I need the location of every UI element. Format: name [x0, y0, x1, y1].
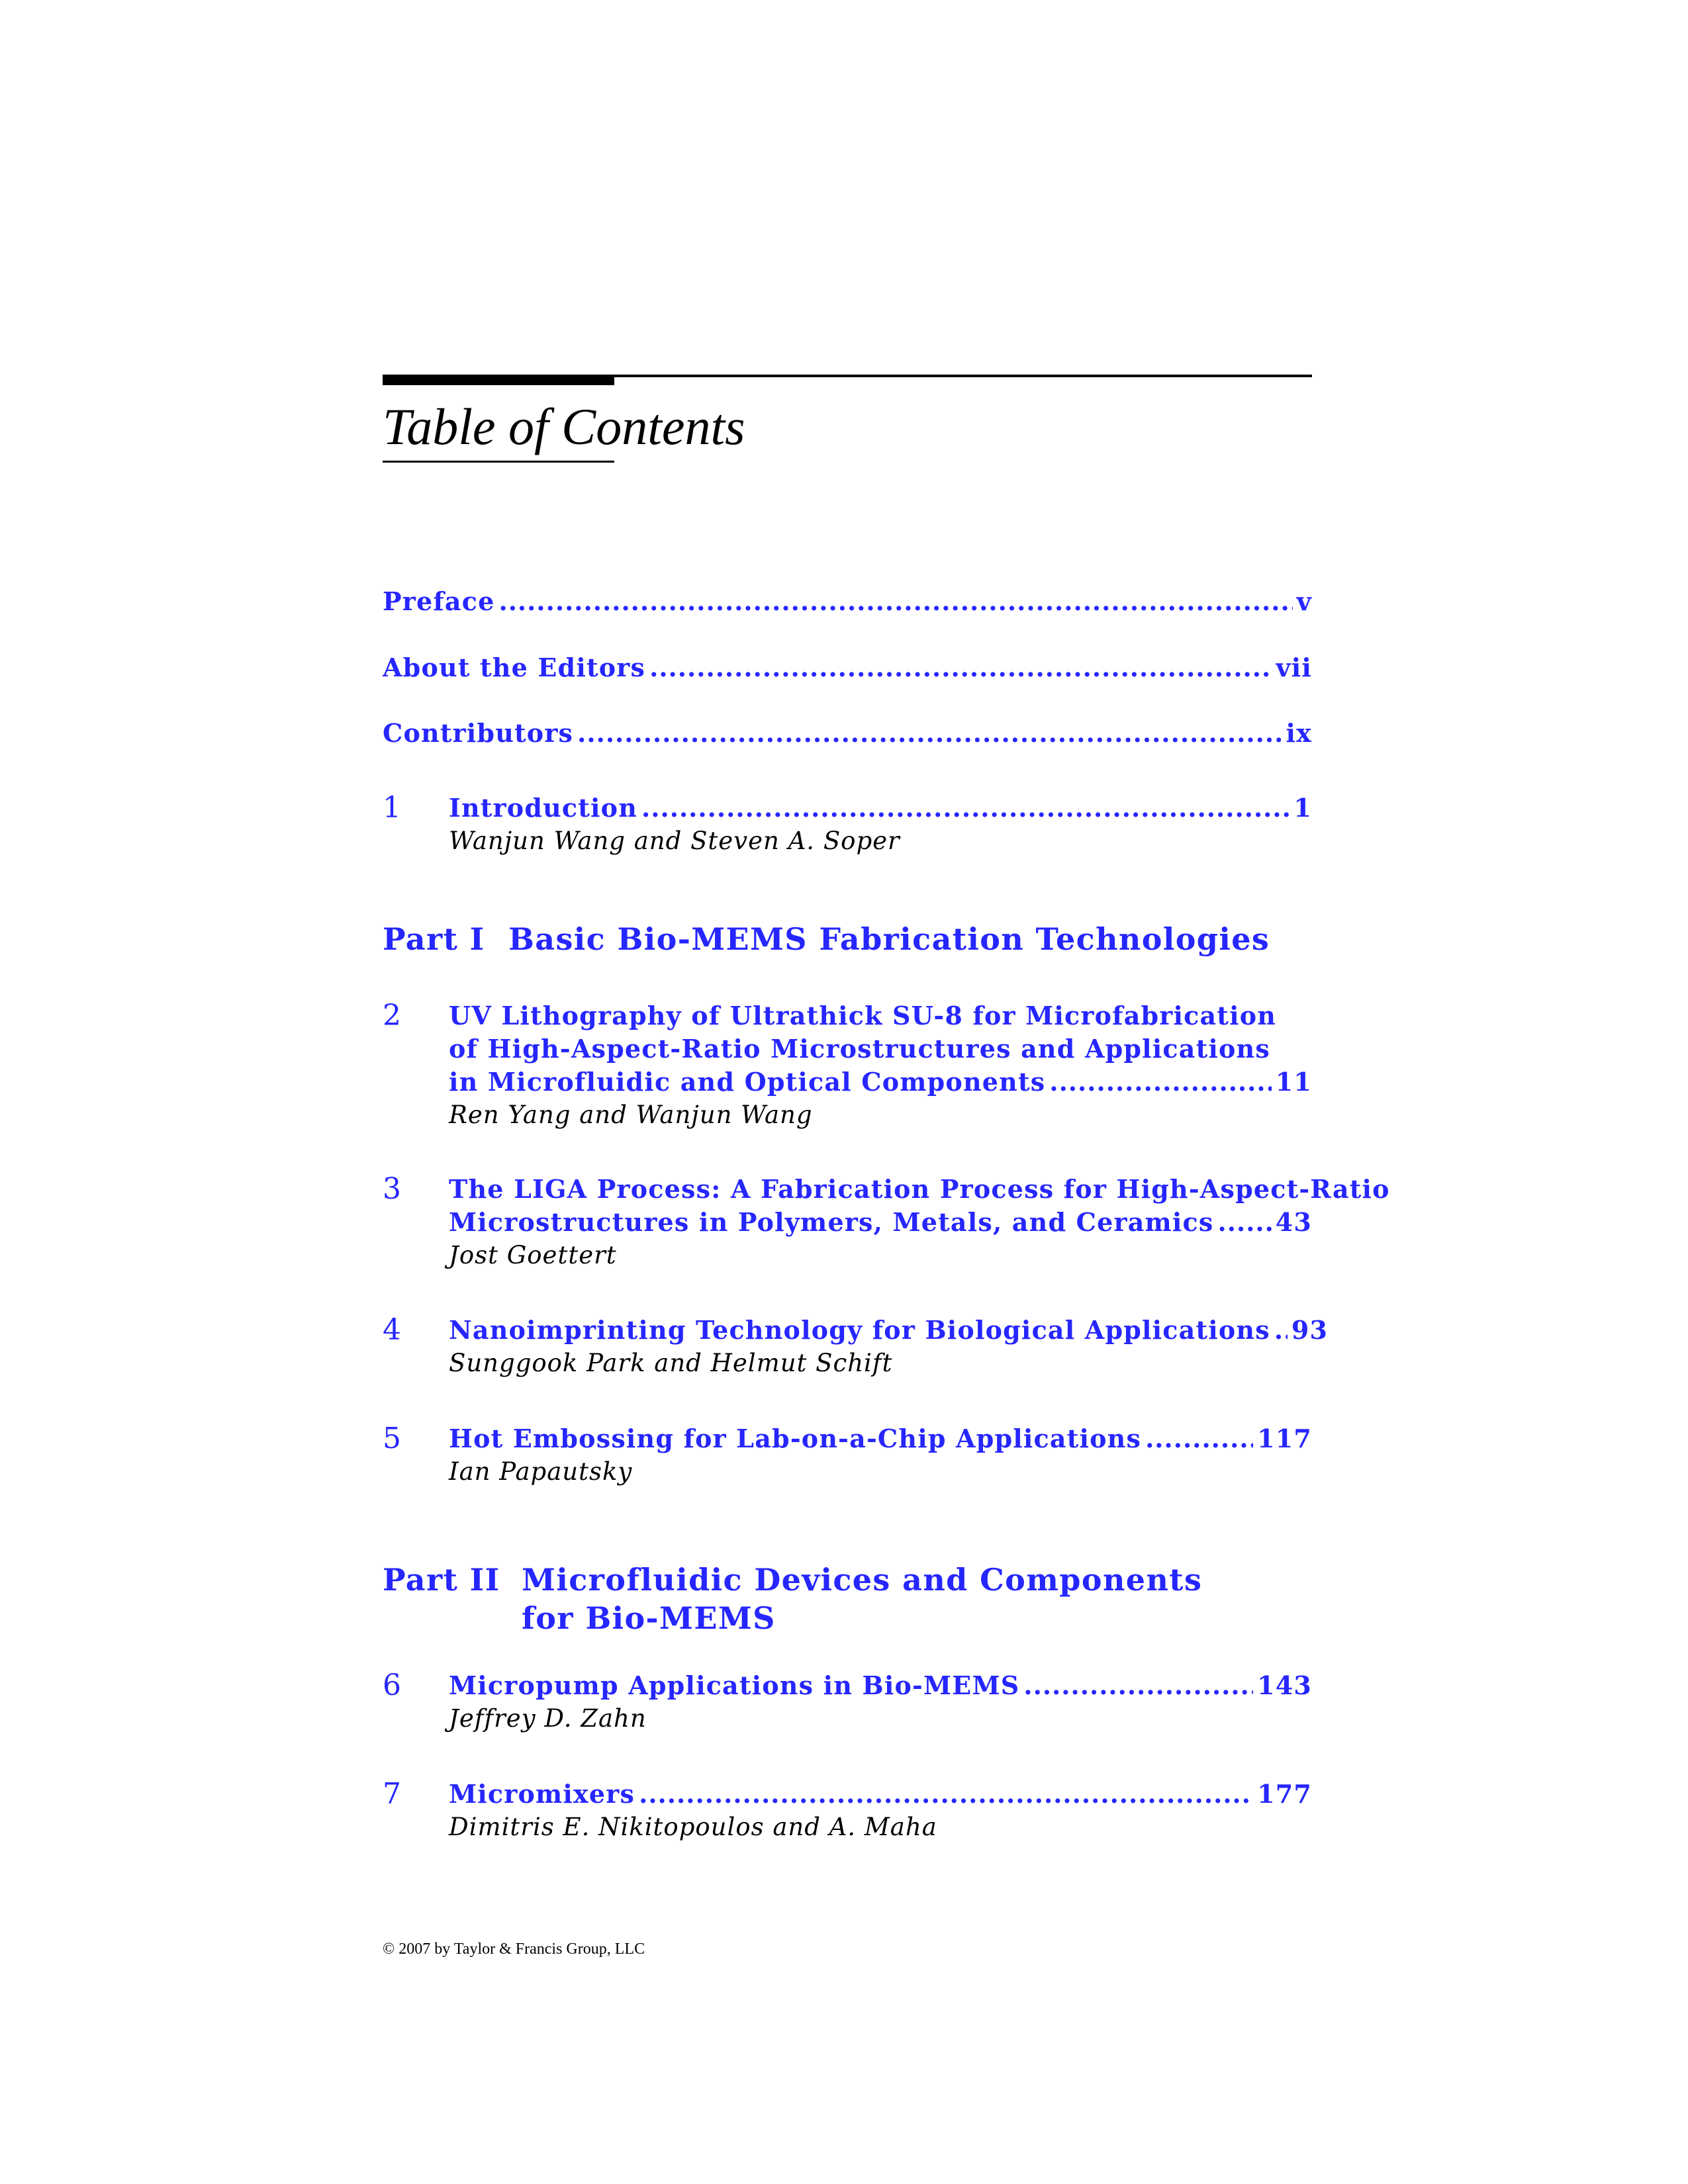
toc-entry-about-editors[interactable]	[383, 651, 1312, 684]
chapter-page[interactable]: 43	[1275, 1207, 1312, 1237]
chapter-number[interactable]: 5	[383, 1422, 401, 1455]
chapter-title[interactable]: Micromixers	[449, 1779, 635, 1809]
chapter-authors: Jeffrey D. Zahn	[449, 1704, 647, 1733]
toc-row[interactable]	[449, 1669, 1312, 1702]
dot-leader	[1274, 1314, 1288, 1347]
entry-title[interactable]: About the Editors	[383, 653, 646, 682]
chapter-title-line[interactable]: Microstructures in Polymers, Metals, and Ceramics	[449, 1207, 1214, 1237]
part-heading-2[interactable]	[383, 1561, 1203, 1599]
chapter-body	[449, 1422, 1312, 1488]
part-title-line[interactable]: Microfluidic Devices and Components	[522, 1562, 1203, 1598]
entry-title[interactable]: Contributors	[383, 718, 574, 748]
chapter-body	[449, 792, 1312, 858]
toc-row[interactable]	[383, 585, 1312, 618]
chapter-title-line[interactable]: of High-Aspect-Ratio Microstructures and Applications	[449, 1034, 1270, 1064]
dot-leader	[1023, 1669, 1253, 1702]
chapter-title[interactable]: Nanoimprinting Technology for Biological Applications	[449, 1315, 1270, 1345]
toc-row[interactable]	[383, 717, 1312, 750]
part-title[interactable]: Basic Bio-MEMS Fabrication Technologies	[508, 921, 1270, 957]
chapter-number[interactable]: 2	[383, 999, 401, 1032]
chapter-number[interactable]: 3	[383, 1172, 401, 1206]
dot-leader	[639, 1778, 1253, 1811]
toc-row[interactable]	[449, 1206, 1312, 1239]
entry-page[interactable]: v	[1296, 586, 1312, 616]
chapter-number[interactable]: 4	[383, 1313, 401, 1347]
chapter-title[interactable]: Micropump Applications in Bio-MEMS	[449, 1670, 1020, 1700]
chapter-body	[449, 1314, 1329, 1380]
chapter-page[interactable]: 117	[1257, 1424, 1312, 1453]
chapter-authors: Ian Papautsky	[449, 1457, 633, 1486]
chapter-number[interactable]: 7	[383, 1777, 401, 1811]
entry-page[interactable]: ix	[1286, 718, 1312, 748]
chapter-authors: Sunggook Park and Helmut Schift	[449, 1349, 893, 1377]
chapter-authors: Jost Goettert	[449, 1241, 617, 1269]
toc-row[interactable]	[383, 651, 1312, 684]
chapter-authors: Dimitris E. Nikitopoulos and A. Maha	[449, 1813, 937, 1841]
part-label[interactable]: Part II	[383, 1562, 500, 1598]
chapter-title-line[interactable]: The LIGA Process: A Fabrication Process for High-Aspect-Ratio	[449, 1174, 1390, 1204]
page-title: Table of Contents	[383, 398, 745, 455]
toc-row[interactable]	[449, 1066, 1312, 1099]
dot-leader	[649, 651, 1272, 684]
chapter-body	[449, 1778, 1312, 1844]
entry-page[interactable]: vii	[1276, 653, 1312, 682]
chapter-title-line[interactable]: UV Lithography of Ultrathick SU-8 for Microfabrication	[449, 1001, 1277, 1030]
dot-leader	[577, 717, 1282, 750]
dot-leader	[641, 792, 1289, 825]
dot-leader	[1218, 1206, 1272, 1239]
part-heading-1[interactable]	[383, 920, 1270, 958]
toc-entry-contributors[interactable]	[383, 717, 1312, 750]
chapter-number[interactable]: 1	[383, 791, 401, 825]
copyright-footer: © 2007 by Taylor & Francis Group, LLC	[383, 1940, 645, 1958]
part-title-line[interactable]: for Bio-MEMS	[522, 1600, 776, 1636]
chapter-body	[449, 1669, 1312, 1735]
chapter-title[interactable]: Hot Embossing for Lab-on-a-Chip Applications	[449, 1424, 1142, 1453]
toc-row[interactable]	[449, 1778, 1312, 1811]
chapter-title[interactable]: Introduction	[449, 793, 638, 823]
chapter-page[interactable]: 93	[1291, 1315, 1329, 1345]
chapter-body	[449, 999, 1312, 1132]
entry-title[interactable]: Preface	[383, 586, 495, 616]
chapter-page[interactable]: 1	[1293, 793, 1312, 823]
toc-row[interactable]	[449, 792, 1312, 825]
part-label[interactable]: Part I	[383, 921, 485, 957]
dot-leader	[1145, 1422, 1253, 1455]
chapter-page[interactable]: 177	[1257, 1779, 1312, 1809]
chapter-authors: Wanjun Wang and Steven A. Soper	[449, 827, 900, 855]
chapter-authors: Ren Yang and Wanjun Wang	[449, 1101, 813, 1129]
toc-row[interactable]	[449, 1314, 1329, 1347]
table-of-contents	[383, 0, 1390, 2184]
toc-row[interactable]	[449, 1422, 1312, 1455]
chapter-page[interactable]: 143	[1257, 1670, 1312, 1700]
chapter-number[interactable]: 6	[383, 1668, 401, 1702]
dot-leader	[1049, 1066, 1271, 1099]
dot-leader	[498, 585, 1292, 618]
chapter-body	[449, 1173, 1390, 1272]
chapter-page[interactable]: 11	[1275, 1067, 1312, 1097]
toc-entry-preface[interactable]	[383, 585, 1312, 618]
chapter-title-line[interactable]: in Microfluidic and Optical Components	[449, 1067, 1046, 1097]
